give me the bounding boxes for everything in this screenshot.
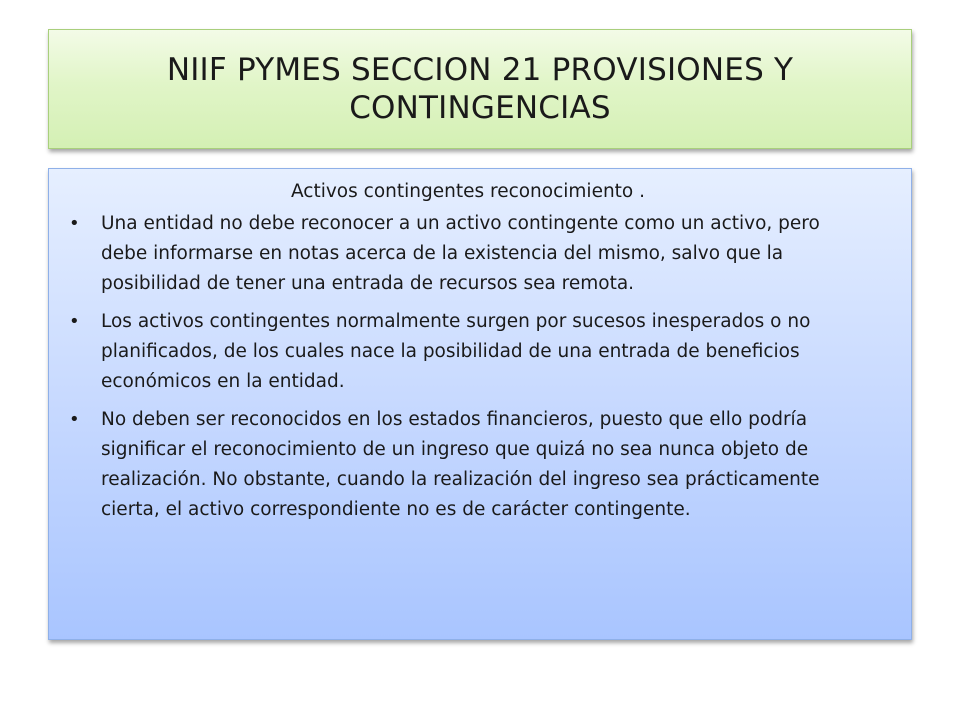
bullet-text: Los activos contingentes normalmente surgen por sucesos inesperados o no planificados, de los cuales nace la posibilidad de una entrada de beneficios económicos en la entidad. [101,311,811,392]
bullet-icon: • [69,213,80,234]
bullet-item [69,209,867,299]
title-box [48,29,912,149]
slide-title: NIIF PYMES SECCION 21 PROVISIONES Y CONTINGENCIAS [166,52,794,126]
bullet-icon: • [69,409,80,430]
bullet-icon: • [69,311,80,332]
content-subheading: Activos contingentes reconocimiento . [290,181,646,202]
bullet-text: Una entidad no debe reconocer a un activo contingente como un activo, pero debe informarse en notas acerca de la existencia del mismo, salvo que la posibilidad de tener una entrada de recursos sea remota. [101,213,820,294]
content-box [48,168,912,640]
bullet-item [69,307,867,397]
bullet-list [69,209,867,525]
bullet-text: No deben ser reconocidos en los estados financieros, puesto que ello podría significar el reconocimiento de un ingreso que quizá no sea nunca objeto de realización. No obstante, cuando la realización del ingreso sea prácticamente cierta, el activo correspondiente no es de carácter contingente. [101,409,820,520]
bullet-item [69,405,867,525]
